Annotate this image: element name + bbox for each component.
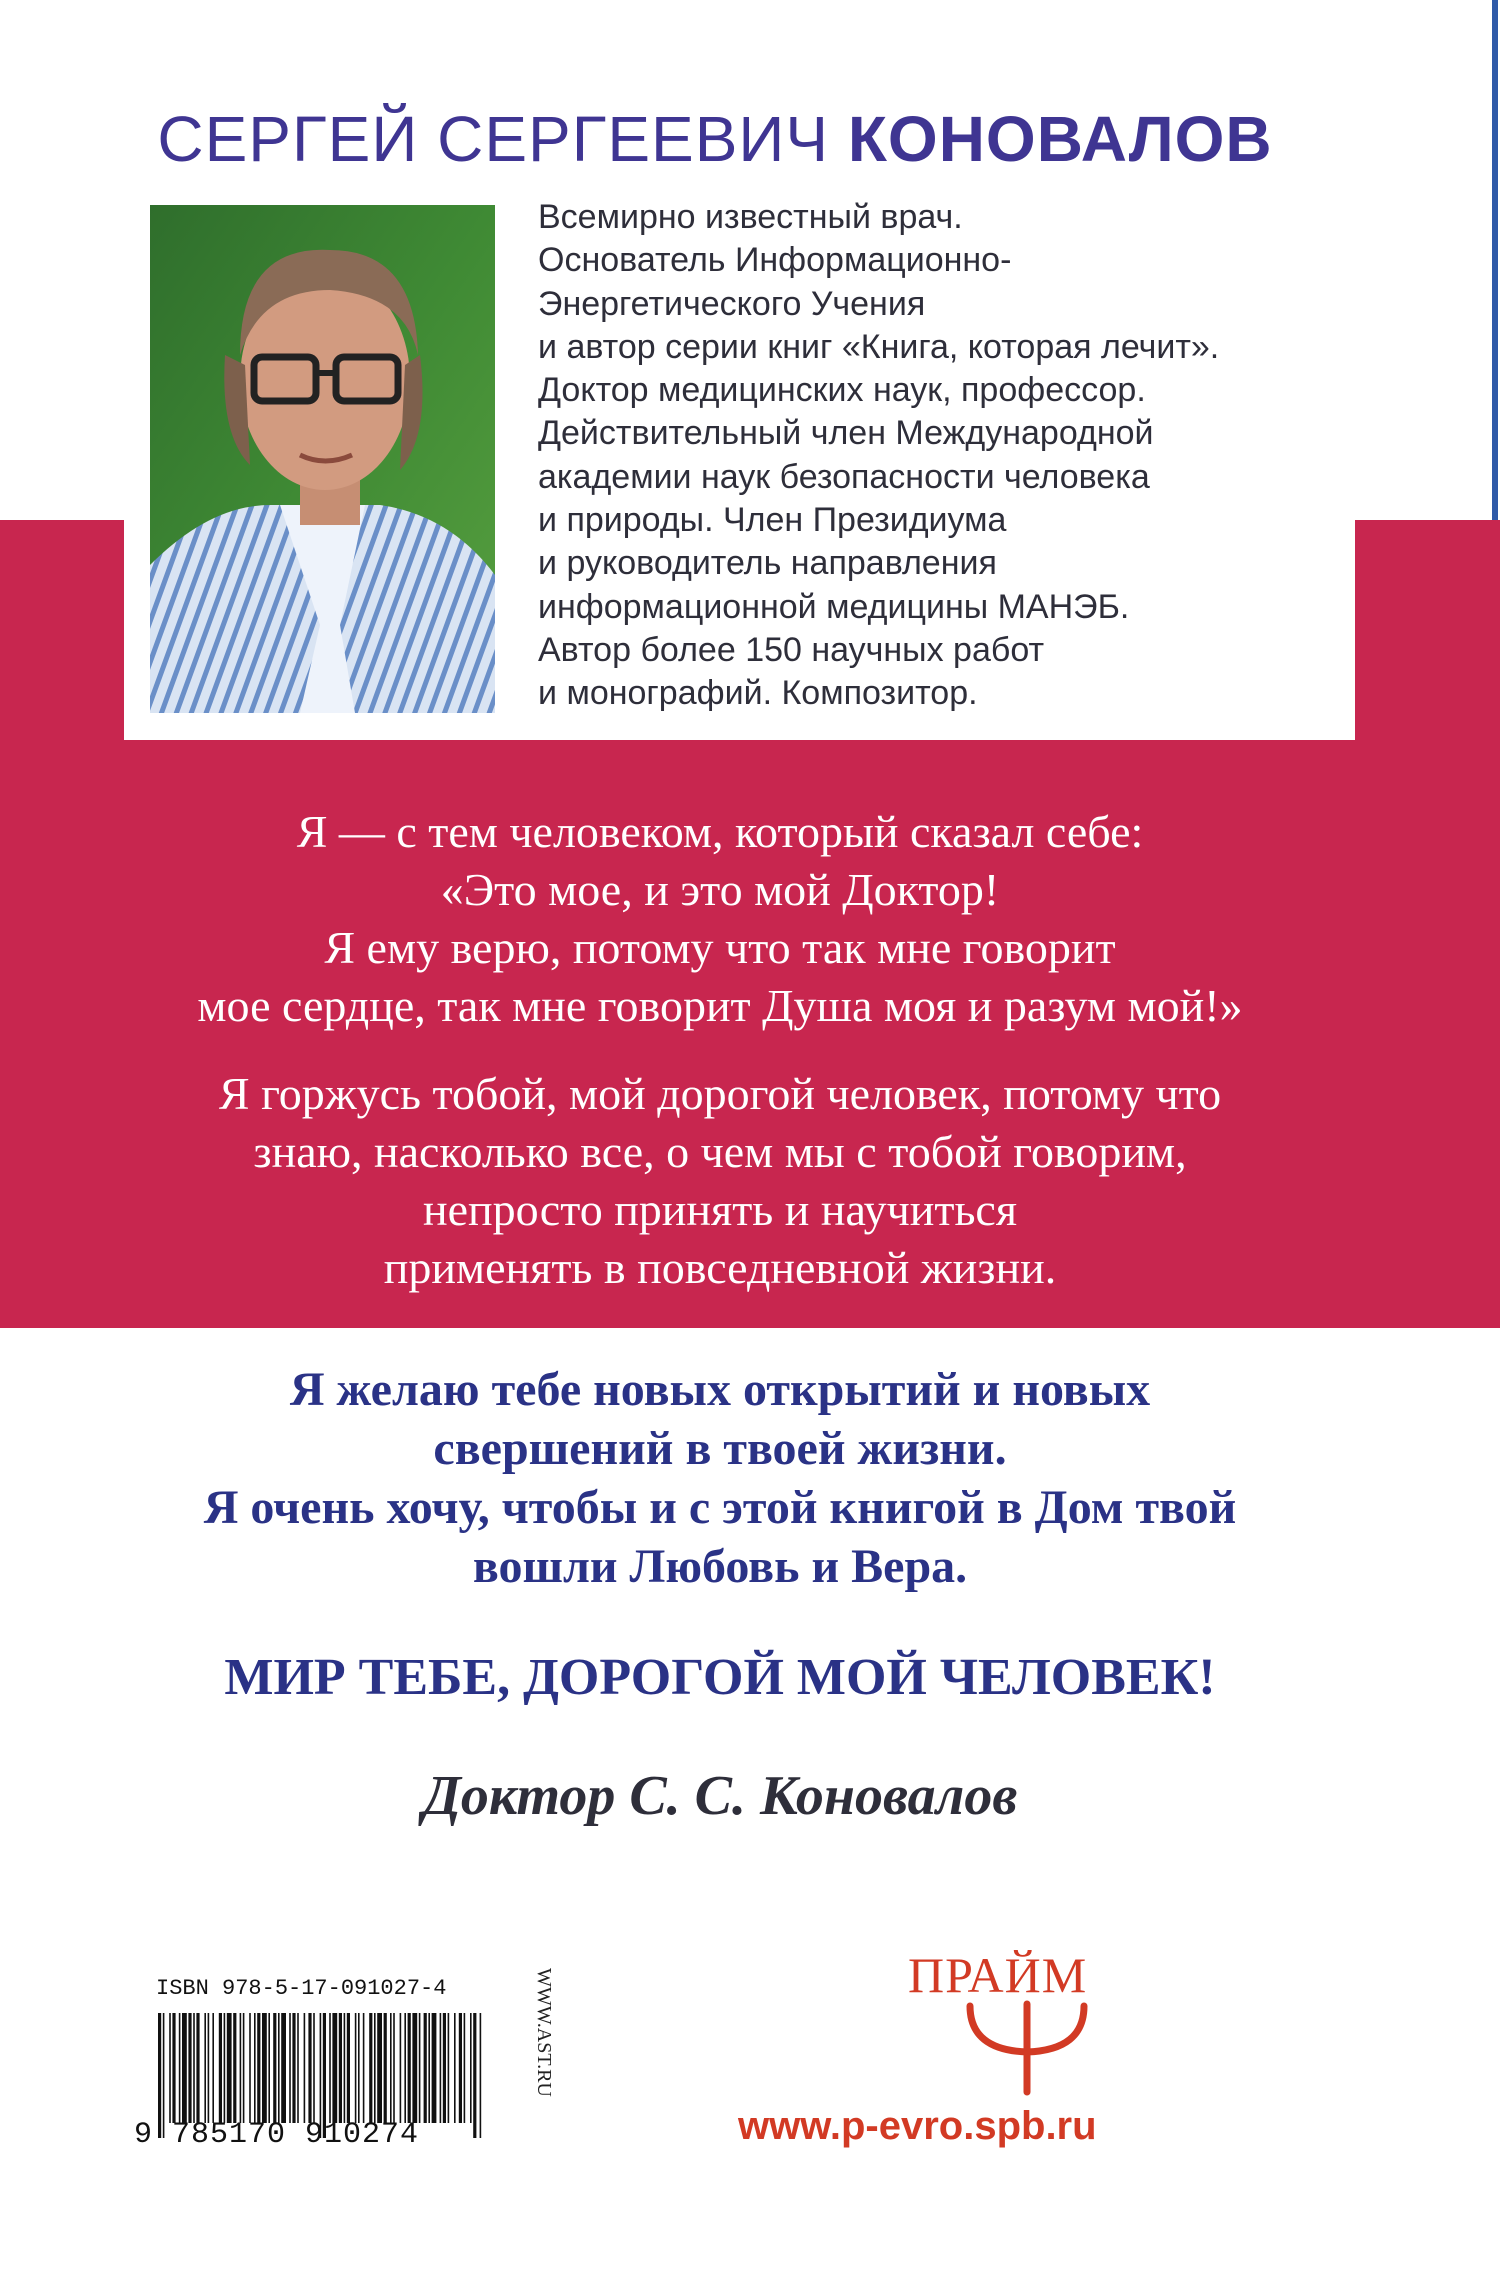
barcode-bar (374, 2013, 376, 2123)
bio-line: Всемирно известный врач. (538, 198, 963, 236)
barcode-bar (179, 2013, 181, 2123)
barcode-bar (390, 2013, 392, 2123)
barcode-bar (448, 2013, 450, 2123)
isbn-label: ISBN 978-5-17-091027-4 (156, 1976, 447, 2001)
barcode-bar (384, 2013, 387, 2123)
author-bio (538, 196, 1318, 716)
barcode-bar (182, 2013, 187, 2123)
barcode-bar (289, 2013, 291, 2123)
barcode-bar (278, 2013, 280, 2123)
barcode-bar (377, 2013, 382, 2123)
barcode-bar (297, 2013, 299, 2123)
bio-line: Автор более 150 научных работ (538, 630, 1045, 669)
barcode-bar (459, 2013, 462, 2123)
barcode-bar (257, 2013, 260, 2123)
barcode-bar (428, 2013, 430, 2123)
barcode-bar (408, 2013, 411, 2123)
barcode-bar (208, 2013, 210, 2123)
barcode-bar (432, 2013, 437, 2123)
barcode-digits: 9 785170 910274 (134, 2118, 420, 2152)
barcode-bar (480, 2013, 482, 2138)
publisher-site-text: WWW.AST.RU (533, 1968, 555, 2097)
barcode-bar (196, 2013, 199, 2123)
barcode-bar (339, 2013, 342, 2123)
barcode-bar (227, 2013, 232, 2123)
barcode-bar (224, 2013, 226, 2123)
barcode-bar (470, 2013, 472, 2123)
spine-edge-line (1492, 0, 1498, 520)
bio-line: Энергетического Учения (538, 284, 926, 323)
bio-line: Основатель Информационно- (538, 241, 1012, 280)
bio-line: информационной медицины МАНЭБ. (538, 587, 1130, 626)
barcode-bar (412, 2013, 417, 2123)
barcode-bar (419, 2013, 421, 2123)
quote-paragraph-1: Я — с тем человеком, который сказал себе: «Это мое, и это мой Доктор! Я ему верю, потому что так мне говорит мое сердце, так мне говорит Душа моя и разум мой!» (197, 806, 1243, 1031)
barcode-bar (313, 2013, 315, 2123)
bio-line: академии наук безопасности человека (538, 457, 1150, 496)
quote-paragraph-2: Я горжусь тобой, мой дорогой человек, потому что знаю, насколько все, о чем мы с тобой говорим, непросто принять и научиться применять в повседневной жизни. (218, 1068, 1222, 1293)
barcode-bar (404, 2013, 406, 2123)
psi-icon (962, 2000, 1092, 2096)
bio-line: и автор серии книг «Книга, которая лечит». (538, 327, 1220, 366)
barcode-bar (304, 2013, 306, 2123)
barcode-bar (262, 2013, 267, 2123)
barcode-bar (172, 2013, 175, 2123)
bio-line: и руководитель направления (538, 544, 997, 583)
barcode-bar (424, 2013, 427, 2123)
website-url[interactable]: www.p-evro.spb.ru (738, 2104, 1097, 2148)
barcode-bar (254, 2013, 256, 2123)
bio-line: и природы. Член Президиума (538, 501, 1007, 540)
author-photo (150, 205, 495, 713)
signature: Доктор С. С. Коновалов (422, 1765, 1018, 1827)
barcode-bar (188, 2013, 191, 2123)
barcode-bar (443, 2013, 446, 2123)
barcode-bar (344, 2013, 346, 2123)
author-name (0, 102, 1430, 176)
barcode-bar (219, 2013, 222, 2123)
barcode-bar (292, 2013, 295, 2123)
barcode-bar (355, 2013, 357, 2123)
wish-paragraph: Я желаю тебе новых открытий и новых свершений в твоей жизни. Я очень хочу, чтобы и с этой книгой в Дом твой вошли Любовь и Вера. (203, 1363, 1237, 1593)
bio-line: Действительный член Международной (538, 414, 1154, 453)
barcode-bar (347, 2013, 350, 2123)
publisher-site (526, 1968, 556, 2168)
barcode-bar (440, 2013, 442, 2123)
barcode-bar (249, 2013, 251, 2123)
barcode-bar (332, 2013, 337, 2123)
barcode-bar (464, 2013, 466, 2123)
barcode-bar (473, 2013, 476, 2138)
bio-line: и монографий. Композитор. (538, 674, 978, 713)
barcode-bar (268, 2013, 270, 2123)
barcode-bar (273, 2013, 276, 2123)
barcode-bar (454, 2013, 456, 2123)
barcode-bar (369, 2013, 372, 2123)
barcode-bar (243, 2013, 245, 2123)
barcode-bar (233, 2013, 236, 2123)
barcode-bar (358, 2013, 360, 2123)
barcode-bar (240, 2013, 242, 2123)
logo-text: ПРАЙМ (908, 1947, 1088, 2003)
barcode-bar (212, 2013, 214, 2123)
barcode-bar (363, 2013, 365, 2123)
barcode-bar (169, 2013, 171, 2123)
barcode-bar (281, 2013, 286, 2123)
author-surname: КОНОВАЛОВ (847, 103, 1273, 175)
barcode-bar (329, 2013, 331, 2123)
barcode-bar (204, 2013, 206, 2123)
barcode-bar (393, 2013, 395, 2123)
barcode-bar (308, 2013, 311, 2123)
barcode-bar (400, 2013, 402, 2123)
peace-heading: МИР ТЕБЕ, ДОРОГОЙ МОЙ ЧЕЛОВЕК! (224, 1649, 1216, 1706)
author-given-names: СЕРГЕЙ СЕРГЕЕВИЧ (157, 103, 830, 175)
barcode-bar (193, 2013, 195, 2123)
bio-line: Доктор медицинских наук, профессор. (538, 371, 1146, 410)
